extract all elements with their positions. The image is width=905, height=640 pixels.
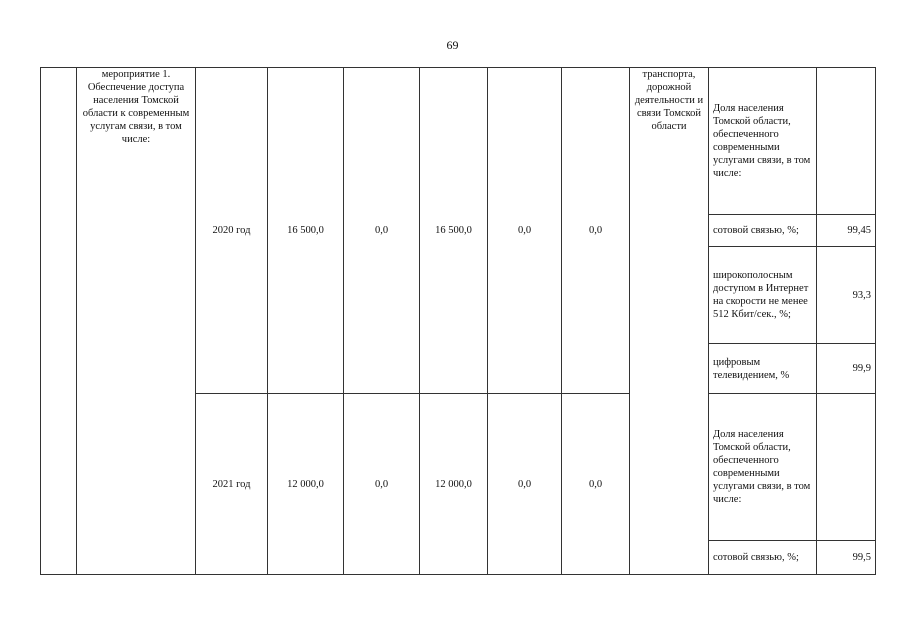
federal-cell: 0,0 — [344, 394, 420, 575]
federal-cell: 0,0 — [344, 68, 420, 394]
indicator-name-cell: широкополосным доступом в Интернет на скорости не менее 512 Кбит/сек., %; — [709, 247, 817, 344]
indicator-value-cell — [817, 394, 876, 541]
local-cell: 0,0 — [488, 394, 562, 575]
total-cell: 12 000,0 — [268, 394, 344, 575]
indicator-name-cell: цифровым телевидением, % — [709, 344, 817, 394]
local-cell: 0,0 — [488, 68, 562, 394]
table-row — [41, 68, 876, 215]
other-cell: 0,0 — [562, 394, 630, 575]
indicator-value-cell: 99,45 — [817, 215, 876, 247]
event-name-cell: мероприятие 1. Обеспечение доступа населения Томской области к современным услугам связи, в том числе: — [77, 68, 196, 575]
indicator-name-cell: сотовой связью, %; — [709, 541, 817, 575]
program-table — [40, 67, 876, 575]
other-cell: 0,0 — [562, 68, 630, 394]
executor-cell: транспорта, дорожной деятельности и связи Томской области — [630, 68, 709, 575]
number-cell — [41, 68, 77, 575]
indicator-name-cell: Доля населения Томской области, обеспеченного современными услугами связи, в том числе: — [709, 68, 817, 215]
total-cell: 16 500,0 — [268, 68, 344, 394]
regional-cell: 16 500,0 — [420, 68, 488, 394]
regional-cell: 12 000,0 — [420, 394, 488, 575]
indicator-value-cell: 93,3 — [817, 247, 876, 344]
indicator-name-cell: Доля населения Томской области, обеспеченного современными услугами связи, в том числе: — [709, 394, 817, 541]
page-number: 69 — [446, 38, 459, 52]
year-cell: 2021 год — [196, 394, 268, 575]
indicator-value-cell: 99,9 — [817, 344, 876, 394]
indicator-value-cell — [817, 68, 876, 215]
year-cell: 2020 год — [196, 68, 268, 394]
indicator-name-cell: сотовой связью, %; — [709, 215, 817, 247]
indicator-value-cell: 99,5 — [817, 541, 876, 575]
